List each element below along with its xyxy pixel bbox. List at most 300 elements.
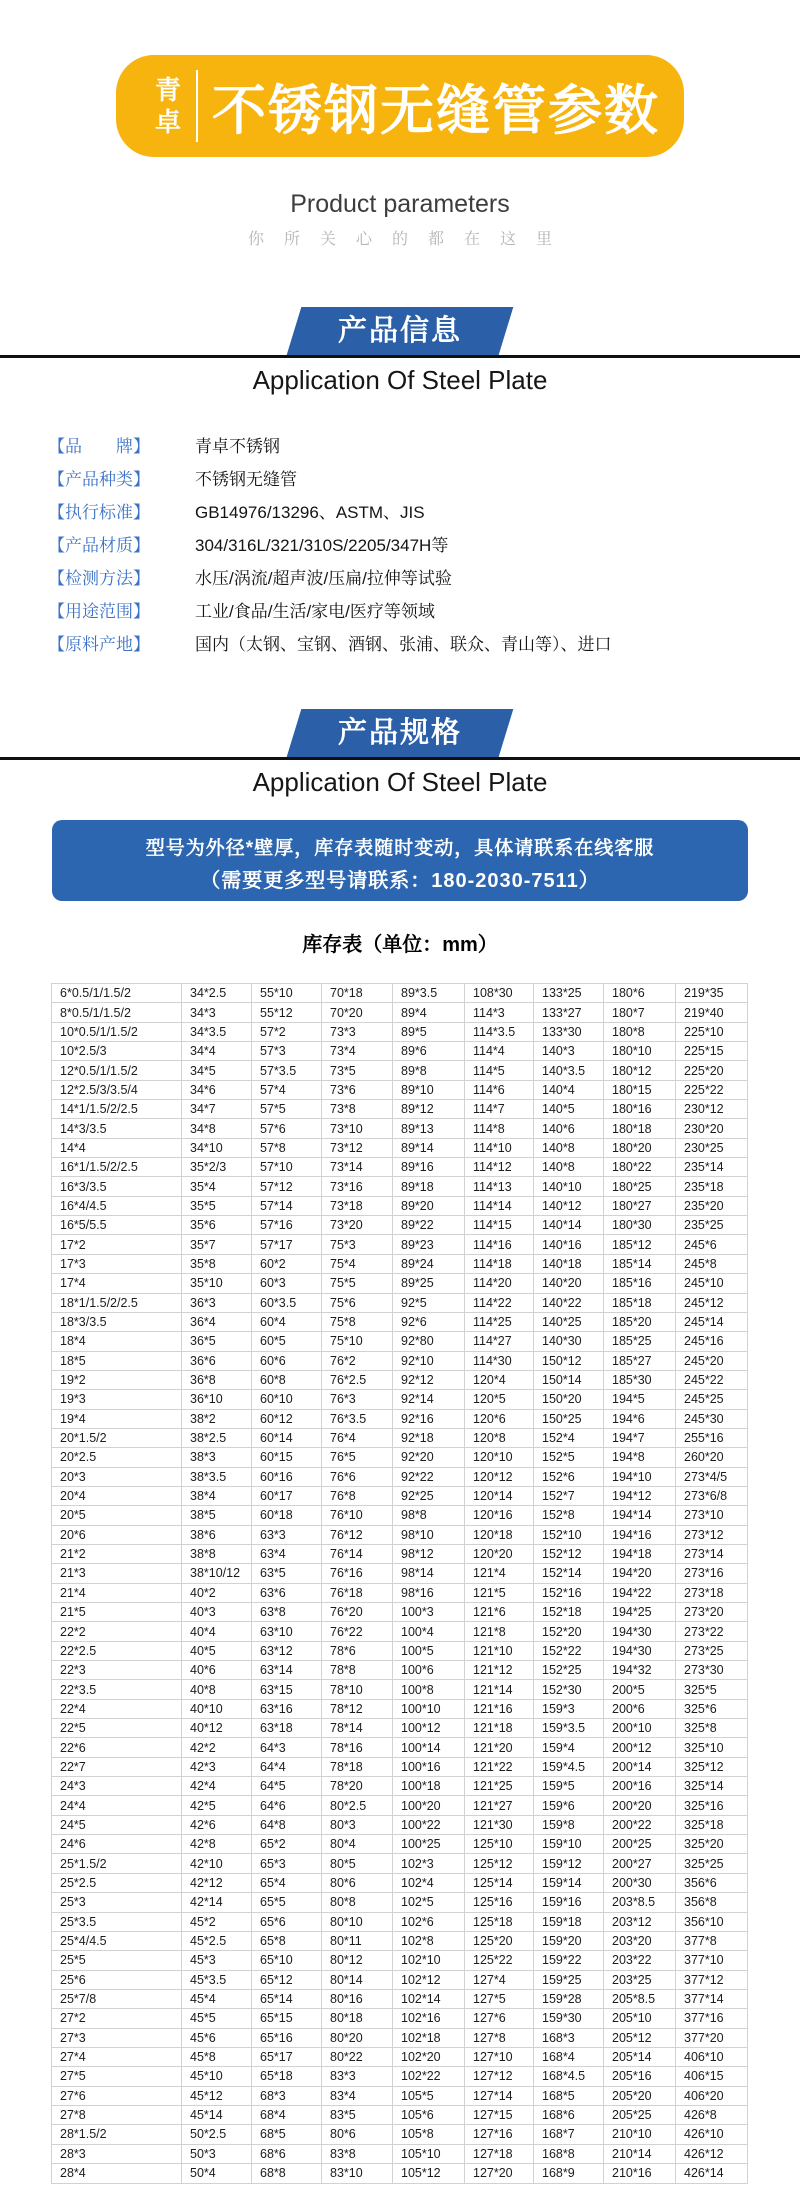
size-cell: 24*5 bbox=[52, 1815, 182, 1834]
size-cell: 125*18 bbox=[465, 1912, 534, 1931]
size-cell: 76*8 bbox=[322, 1486, 393, 1505]
size-cell: 140*20 bbox=[534, 1274, 604, 1293]
attribute-label: 【原料产地】 bbox=[48, 635, 150, 654]
size-cell: 73*12 bbox=[322, 1138, 393, 1157]
size-cell: 235*18 bbox=[676, 1177, 748, 1196]
size-cell: 76*2.5 bbox=[322, 1370, 393, 1389]
size-cell: 325*12 bbox=[676, 1757, 748, 1776]
table-row bbox=[52, 1119, 748, 1138]
size-cell: 68*4 bbox=[252, 2105, 322, 2124]
size-cell: 127*12 bbox=[465, 2067, 534, 2086]
size-cell: 180*27 bbox=[604, 1196, 676, 1215]
size-cell: 159*4.5 bbox=[534, 1757, 604, 1776]
size-cell: 75*3 bbox=[322, 1235, 393, 1254]
size-cell: 152*16 bbox=[534, 1583, 604, 1602]
size-cell: 27*4 bbox=[52, 2047, 182, 2066]
size-cell: 120*16 bbox=[465, 1506, 534, 1525]
size-cell: 159*16 bbox=[534, 1893, 604, 1912]
size-cell: 65*16 bbox=[252, 2028, 322, 2047]
size-cell: 73*20 bbox=[322, 1216, 393, 1235]
size-cell: 92*18 bbox=[393, 1428, 465, 1447]
size-cell: 377*12 bbox=[676, 1970, 748, 1989]
size-cell: 36*8 bbox=[182, 1370, 252, 1389]
size-cell: 100*16 bbox=[393, 1757, 465, 1776]
size-cell: 65*18 bbox=[252, 2067, 322, 2086]
size-cell: 75*5 bbox=[322, 1274, 393, 1293]
size-cell: 150*14 bbox=[534, 1370, 604, 1389]
attribute-value: 不锈钢无缝管 bbox=[195, 470, 297, 489]
size-cell: 45*10 bbox=[182, 2067, 252, 2086]
size-cell: 225*22 bbox=[676, 1080, 748, 1099]
size-cell: 200*30 bbox=[604, 1873, 676, 1892]
size-cell: 114*22 bbox=[465, 1293, 534, 1312]
size-cell: 325*18 bbox=[676, 1815, 748, 1834]
size-cell: 121*22 bbox=[465, 1757, 534, 1776]
size-cell: 273*14 bbox=[676, 1544, 748, 1563]
size-cell: 60*17 bbox=[252, 1486, 322, 1505]
size-cell: 55*10 bbox=[252, 984, 322, 1003]
size-cell: 133*25 bbox=[534, 984, 604, 1003]
size-cell: 35*5 bbox=[182, 1196, 252, 1215]
table-row bbox=[52, 1603, 748, 1622]
size-cell: 80*4 bbox=[322, 1835, 393, 1854]
table-row bbox=[52, 1970, 748, 1989]
size-cell: 76*3.5 bbox=[322, 1409, 393, 1428]
size-cell: 273*4/5 bbox=[676, 1467, 748, 1486]
size-cell: 168*5 bbox=[534, 2086, 604, 2105]
size-cell: 125*14 bbox=[465, 1873, 534, 1892]
size-cell: 57*6 bbox=[252, 1119, 322, 1138]
size-cell: 78*14 bbox=[322, 1719, 393, 1738]
size-cell: 35*10 bbox=[182, 1274, 252, 1293]
size-cell: 356*10 bbox=[676, 1912, 748, 1931]
size-cell: 45*2 bbox=[182, 1912, 252, 1931]
size-cell: 60*16 bbox=[252, 1467, 322, 1486]
size-cell: 89*6 bbox=[393, 1042, 465, 1061]
size-cell: 17*4 bbox=[52, 1274, 182, 1293]
size-cell: 16*4/4.5 bbox=[52, 1196, 182, 1215]
size-cell: 127*18 bbox=[465, 2144, 534, 2163]
size-cell: 38*6 bbox=[182, 1525, 252, 1544]
size-cell: 98*10 bbox=[393, 1525, 465, 1544]
size-cell: 127*16 bbox=[465, 2125, 534, 2144]
size-cell: 22*7 bbox=[52, 1757, 182, 1776]
size-cell: 133*30 bbox=[534, 1022, 604, 1041]
size-cell: 100*4 bbox=[393, 1622, 465, 1641]
attribute-value: 304/316L/321/310S/2205/347H等 bbox=[195, 536, 449, 555]
size-cell: 63*14 bbox=[252, 1661, 322, 1680]
table-row bbox=[52, 1274, 748, 1293]
size-cell: 185*14 bbox=[604, 1254, 676, 1273]
size-cell: 245*10 bbox=[676, 1274, 748, 1293]
size-cell: 64*4 bbox=[252, 1757, 322, 1776]
size-cell: 64*6 bbox=[252, 1796, 322, 1815]
size-cell: 325*6 bbox=[676, 1699, 748, 1718]
size-cell: 73*3 bbox=[322, 1022, 393, 1041]
size-cell: 100*5 bbox=[393, 1641, 465, 1660]
size-cell: 57*3 bbox=[252, 1042, 322, 1061]
size-cell: 80*2.5 bbox=[322, 1796, 393, 1815]
size-cell: 194*6 bbox=[604, 1409, 676, 1428]
size-cell: 89*20 bbox=[393, 1196, 465, 1215]
size-cell: 121*30 bbox=[465, 1815, 534, 1834]
size-cell: 22*4 bbox=[52, 1699, 182, 1718]
size-cell: 76*2 bbox=[322, 1351, 393, 1370]
table-row bbox=[52, 1796, 748, 1815]
size-cell: 17*3 bbox=[52, 1254, 182, 1273]
table-row bbox=[52, 2028, 748, 2047]
size-cell: 230*12 bbox=[676, 1100, 748, 1119]
size-cell: 114*12 bbox=[465, 1158, 534, 1177]
table-row bbox=[52, 1409, 748, 1428]
size-cell: 127*15 bbox=[465, 2105, 534, 2124]
size-cell: 200*12 bbox=[604, 1738, 676, 1757]
table-row bbox=[52, 1061, 748, 1080]
attribute-value: 水压/涡流/超声波/压扁/拉伸等试验 bbox=[195, 569, 452, 588]
size-cell: 65*10 bbox=[252, 1951, 322, 1970]
table-row bbox=[52, 1351, 748, 1370]
size-cell: 78*16 bbox=[322, 1738, 393, 1757]
size-cell: 75*6 bbox=[322, 1293, 393, 1312]
size-cell: 76*5 bbox=[322, 1448, 393, 1467]
size-cell: 19*4 bbox=[52, 1409, 182, 1428]
size-cell: 185*16 bbox=[604, 1274, 676, 1293]
size-cell: 25*2.5 bbox=[52, 1873, 182, 1892]
size-cell: 114*18 bbox=[465, 1254, 534, 1273]
size-cell: 168*8 bbox=[534, 2144, 604, 2163]
size-cell: 255*16 bbox=[676, 1428, 748, 1447]
table-row bbox=[52, 1312, 748, 1331]
table-row bbox=[52, 2144, 748, 2163]
size-cell: 98*14 bbox=[393, 1564, 465, 1583]
intro-title-en: Product parameters bbox=[290, 190, 510, 218]
size-cell: 25*3.5 bbox=[52, 1912, 182, 1931]
size-cell: 194*30 bbox=[604, 1641, 676, 1660]
size-cell: 203*22 bbox=[604, 1951, 676, 1970]
size-cell: 14*3/3.5 bbox=[52, 1119, 182, 1138]
size-cell: 140*5 bbox=[534, 1100, 604, 1119]
size-cell: 98*12 bbox=[393, 1544, 465, 1563]
size-cell: 20*5 bbox=[52, 1506, 182, 1525]
size-cell: 65*12 bbox=[252, 1970, 322, 1989]
size-cell: 25*3 bbox=[52, 1893, 182, 1912]
size-cell: 38*4 bbox=[182, 1486, 252, 1505]
size-cell: 57*16 bbox=[252, 1216, 322, 1235]
table-row bbox=[52, 1544, 748, 1563]
size-cell: 60*12 bbox=[252, 1409, 322, 1428]
size-cell: 35*7 bbox=[182, 1235, 252, 1254]
ribbon-label: 产品规格 bbox=[337, 717, 462, 749]
size-cell: 34*8 bbox=[182, 1119, 252, 1138]
size-cell: 140*16 bbox=[534, 1235, 604, 1254]
table-row bbox=[52, 1235, 748, 1254]
size-cell: 194*14 bbox=[604, 1506, 676, 1525]
size-cell: 121*18 bbox=[465, 1719, 534, 1738]
size-cell: 57*8 bbox=[252, 1138, 322, 1157]
size-cell: 89*22 bbox=[393, 1216, 465, 1235]
size-cell: 120*18 bbox=[465, 1525, 534, 1544]
table-row bbox=[52, 1661, 748, 1680]
size-cell: 98*8 bbox=[393, 1506, 465, 1525]
size-cell: 377*16 bbox=[676, 2009, 748, 2028]
size-cell: 76*3 bbox=[322, 1390, 393, 1409]
size-cell: 65*17 bbox=[252, 2047, 322, 2066]
size-cell: 152*7 bbox=[534, 1486, 604, 1505]
size-cell: 102*16 bbox=[393, 2009, 465, 2028]
section-divider-line bbox=[0, 757, 800, 760]
size-cell: 152*30 bbox=[534, 1680, 604, 1699]
size-cell: 180*18 bbox=[604, 1119, 676, 1138]
size-cell: 102*18 bbox=[393, 2028, 465, 2047]
notice-box bbox=[52, 820, 748, 901]
size-cell: 159*10 bbox=[534, 1835, 604, 1854]
size-cell: 108*30 bbox=[465, 984, 534, 1003]
size-cell: 185*25 bbox=[604, 1332, 676, 1351]
size-cell: 22*3.5 bbox=[52, 1680, 182, 1699]
size-cell: 42*14 bbox=[182, 1893, 252, 1912]
table-row bbox=[52, 1216, 748, 1235]
size-cell: 73*14 bbox=[322, 1158, 393, 1177]
size-cell: 200*20 bbox=[604, 1796, 676, 1815]
size-cell: 180*25 bbox=[604, 1177, 676, 1196]
size-cell: 194*18 bbox=[604, 1544, 676, 1563]
size-cell: 80*18 bbox=[322, 2009, 393, 2028]
size-cell: 100*8 bbox=[393, 1680, 465, 1699]
size-cell: 28*1.5/2 bbox=[52, 2125, 182, 2144]
size-cell: 42*10 bbox=[182, 1854, 252, 1873]
size-cell: 35*2/3 bbox=[182, 1158, 252, 1177]
size-cell: 63*15 bbox=[252, 1680, 322, 1699]
size-cell: 152*5 bbox=[534, 1448, 604, 1467]
size-cell: 22*2.5 bbox=[52, 1641, 182, 1660]
size-cell: 63*4 bbox=[252, 1544, 322, 1563]
size-cell: 80*16 bbox=[322, 1989, 393, 2008]
size-cell: 159*5 bbox=[534, 1777, 604, 1796]
size-cell: 152*6 bbox=[534, 1467, 604, 1486]
size-cell: 68*6 bbox=[252, 2144, 322, 2163]
size-cell: 245*30 bbox=[676, 1409, 748, 1428]
size-cell: 180*12 bbox=[604, 1061, 676, 1080]
size-cell: 38*2 bbox=[182, 1409, 252, 1428]
size-cell: 42*2 bbox=[182, 1738, 252, 1757]
size-cell: 40*3 bbox=[182, 1603, 252, 1622]
table-row bbox=[52, 1989, 748, 2008]
size-cell: 205*14 bbox=[604, 2047, 676, 2066]
size-cell: 80*10 bbox=[322, 1912, 393, 1931]
table-row bbox=[52, 1370, 748, 1389]
table-row bbox=[52, 1138, 748, 1157]
size-cell: 60*3 bbox=[252, 1274, 322, 1293]
size-cell: 127*14 bbox=[465, 2086, 534, 2105]
size-cell: 34*3 bbox=[182, 1003, 252, 1022]
size-cell: 114*3 bbox=[465, 1003, 534, 1022]
size-cell: 159*3 bbox=[534, 1699, 604, 1718]
ribbon-product-info bbox=[294, 307, 506, 355]
size-cell: 65*3 bbox=[252, 1854, 322, 1873]
size-cell: 194*32 bbox=[604, 1661, 676, 1680]
size-cell: 100*20 bbox=[393, 1796, 465, 1815]
table-row bbox=[52, 1177, 748, 1196]
size-cell: 168*7 bbox=[534, 2125, 604, 2144]
size-cell: 42*4 bbox=[182, 1777, 252, 1796]
size-cell: 78*10 bbox=[322, 1680, 393, 1699]
size-cell: 76*12 bbox=[322, 1525, 393, 1544]
size-cell: 152*25 bbox=[534, 1661, 604, 1680]
size-cell: 210*10 bbox=[604, 2125, 676, 2144]
size-cell: 80*3 bbox=[322, 1815, 393, 1834]
size-cell: 203*8.5 bbox=[604, 1893, 676, 1912]
table-row bbox=[52, 1738, 748, 1757]
size-cell: 194*5 bbox=[604, 1390, 676, 1409]
size-cell: 159*30 bbox=[534, 2009, 604, 2028]
size-cell: 10*2.5/3 bbox=[52, 1042, 182, 1061]
table-row bbox=[52, 1506, 748, 1525]
size-cell: 127*20 bbox=[465, 2163, 534, 2183]
size-cell: 60*3.5 bbox=[252, 1293, 322, 1312]
size-cell: 63*6 bbox=[252, 1583, 322, 1602]
size-cell: 273*6/8 bbox=[676, 1486, 748, 1505]
size-cell: 200*27 bbox=[604, 1854, 676, 1873]
size-cell: 57*12 bbox=[252, 1177, 322, 1196]
size-cell: 230*20 bbox=[676, 1119, 748, 1138]
size-cell: 57*17 bbox=[252, 1235, 322, 1254]
size-cell: 105*6 bbox=[393, 2105, 465, 2124]
size-cell: 24*3 bbox=[52, 1777, 182, 1796]
table-row bbox=[52, 2125, 748, 2144]
table-row bbox=[52, 1757, 748, 1776]
size-cell: 73*8 bbox=[322, 1100, 393, 1119]
table-row bbox=[52, 2105, 748, 2124]
size-cell: 65*6 bbox=[252, 1912, 322, 1931]
size-cell: 89*16 bbox=[393, 1158, 465, 1177]
size-cell: 140*12 bbox=[534, 1196, 604, 1215]
table-row bbox=[52, 1100, 748, 1119]
attribute-value: 国内（太钢、宝钢、酒钢、张浦、联众、青山等）、进口 bbox=[195, 635, 612, 654]
size-cell: 100*3 bbox=[393, 1603, 465, 1622]
size-cell: 102*5 bbox=[393, 1893, 465, 1912]
size-cell: 45*5 bbox=[182, 2009, 252, 2028]
size-cell: 260*20 bbox=[676, 1448, 748, 1467]
size-cell: 60*4 bbox=[252, 1312, 322, 1331]
size-cell: 140*3.5 bbox=[534, 1061, 604, 1080]
size-cell: 140*25 bbox=[534, 1312, 604, 1331]
size-cell: 426*12 bbox=[676, 2144, 748, 2163]
size-cell: 83*10 bbox=[322, 2163, 393, 2183]
size-cell: 80*11 bbox=[322, 1931, 393, 1950]
size-cell: 377*10 bbox=[676, 1951, 748, 1970]
size-cell: 80*14 bbox=[322, 1970, 393, 1989]
size-cell: 100*12 bbox=[393, 1719, 465, 1738]
size-cell: 114*27 bbox=[465, 1332, 534, 1351]
size-cell: 140*22 bbox=[534, 1293, 604, 1312]
size-cell: 25*1.5/2 bbox=[52, 1854, 182, 1873]
section-divider-line bbox=[0, 355, 800, 358]
size-cell: 45*3.5 bbox=[182, 1970, 252, 1989]
size-cell: 121*27 bbox=[465, 1796, 534, 1815]
size-cell: 12*2.5/3/3.5/4 bbox=[52, 1080, 182, 1099]
size-cell: 35*6 bbox=[182, 1216, 252, 1235]
size-cell: 83*5 bbox=[322, 2105, 393, 2124]
size-cell: 203*20 bbox=[604, 1931, 676, 1950]
size-cell: 185*18 bbox=[604, 1293, 676, 1312]
size-cell: 102*10 bbox=[393, 1951, 465, 1970]
size-cell: 92*25 bbox=[393, 1486, 465, 1505]
inventory-table bbox=[51, 983, 748, 2184]
size-cell: 219*40 bbox=[676, 1003, 748, 1022]
table-row bbox=[52, 1583, 748, 1602]
header-banner bbox=[116, 55, 684, 157]
size-cell: 121*10 bbox=[465, 1641, 534, 1660]
notice-line-2-phone: （需要更多型号请联系：180-2030-7511） bbox=[200, 870, 600, 892]
size-cell: 34*4 bbox=[182, 1042, 252, 1061]
size-cell: 40*12 bbox=[182, 1719, 252, 1738]
size-cell: 36*6 bbox=[182, 1351, 252, 1370]
size-cell: 114*5 bbox=[465, 1061, 534, 1080]
size-cell: 121*8 bbox=[465, 1622, 534, 1641]
size-cell: 75*8 bbox=[322, 1312, 393, 1331]
size-cell: 25*6 bbox=[52, 1970, 182, 1989]
size-cell: 98*16 bbox=[393, 1583, 465, 1602]
size-cell: 36*4 bbox=[182, 1312, 252, 1331]
size-cell: 20*4 bbox=[52, 1486, 182, 1505]
size-cell: 194*16 bbox=[604, 1525, 676, 1544]
size-cell: 27*2 bbox=[52, 2009, 182, 2028]
size-cell: 230*25 bbox=[676, 1138, 748, 1157]
size-cell: 63*5 bbox=[252, 1564, 322, 1583]
size-cell: 125*12 bbox=[465, 1854, 534, 1873]
size-cell: 140*18 bbox=[534, 1254, 604, 1273]
size-cell: 168*3 bbox=[534, 2028, 604, 2047]
size-cell: 20*2.5 bbox=[52, 1448, 182, 1467]
size-cell: 114*13 bbox=[465, 1177, 534, 1196]
size-cell: 45*4 bbox=[182, 1989, 252, 2008]
size-cell: 121*14 bbox=[465, 1680, 534, 1699]
size-cell: 426*14 bbox=[676, 2163, 748, 2183]
size-cell: 125*16 bbox=[465, 1893, 534, 1912]
size-cell: 76*6 bbox=[322, 1467, 393, 1486]
size-cell: 127*4 bbox=[465, 1970, 534, 1989]
size-cell: 152*14 bbox=[534, 1564, 604, 1583]
size-cell: 60*10 bbox=[252, 1390, 322, 1409]
size-cell: 89*14 bbox=[393, 1138, 465, 1157]
size-cell: 114*8 bbox=[465, 1119, 534, 1138]
size-cell: 20*1.5/2 bbox=[52, 1428, 182, 1447]
size-cell: 102*4 bbox=[393, 1873, 465, 1892]
size-cell: 120*14 bbox=[465, 1486, 534, 1505]
size-cell: 14*1/1.5/2/2.5 bbox=[52, 1100, 182, 1119]
attribute-row bbox=[48, 595, 612, 628]
size-cell: 180*20 bbox=[604, 1138, 676, 1157]
size-cell: 245*6 bbox=[676, 1235, 748, 1254]
table-row bbox=[52, 1022, 748, 1041]
size-cell: 64*8 bbox=[252, 1815, 322, 1834]
size-cell: 235*14 bbox=[676, 1158, 748, 1177]
size-cell: 18*5 bbox=[52, 1351, 182, 1370]
size-cell: 42*12 bbox=[182, 1873, 252, 1892]
size-cell: 50*2.5 bbox=[182, 2125, 252, 2144]
table-row bbox=[52, 2047, 748, 2066]
size-cell: 73*5 bbox=[322, 1061, 393, 1080]
size-cell: 159*28 bbox=[534, 1989, 604, 2008]
size-cell: 92*10 bbox=[393, 1351, 465, 1370]
size-cell: 16*3/3.5 bbox=[52, 1177, 182, 1196]
size-cell: 83*4 bbox=[322, 2086, 393, 2105]
size-cell: 200*10 bbox=[604, 1719, 676, 1738]
size-cell: 152*12 bbox=[534, 1544, 604, 1563]
size-cell: 92*16 bbox=[393, 1409, 465, 1428]
size-cell: 92*14 bbox=[393, 1390, 465, 1409]
table-row bbox=[52, 1428, 748, 1447]
